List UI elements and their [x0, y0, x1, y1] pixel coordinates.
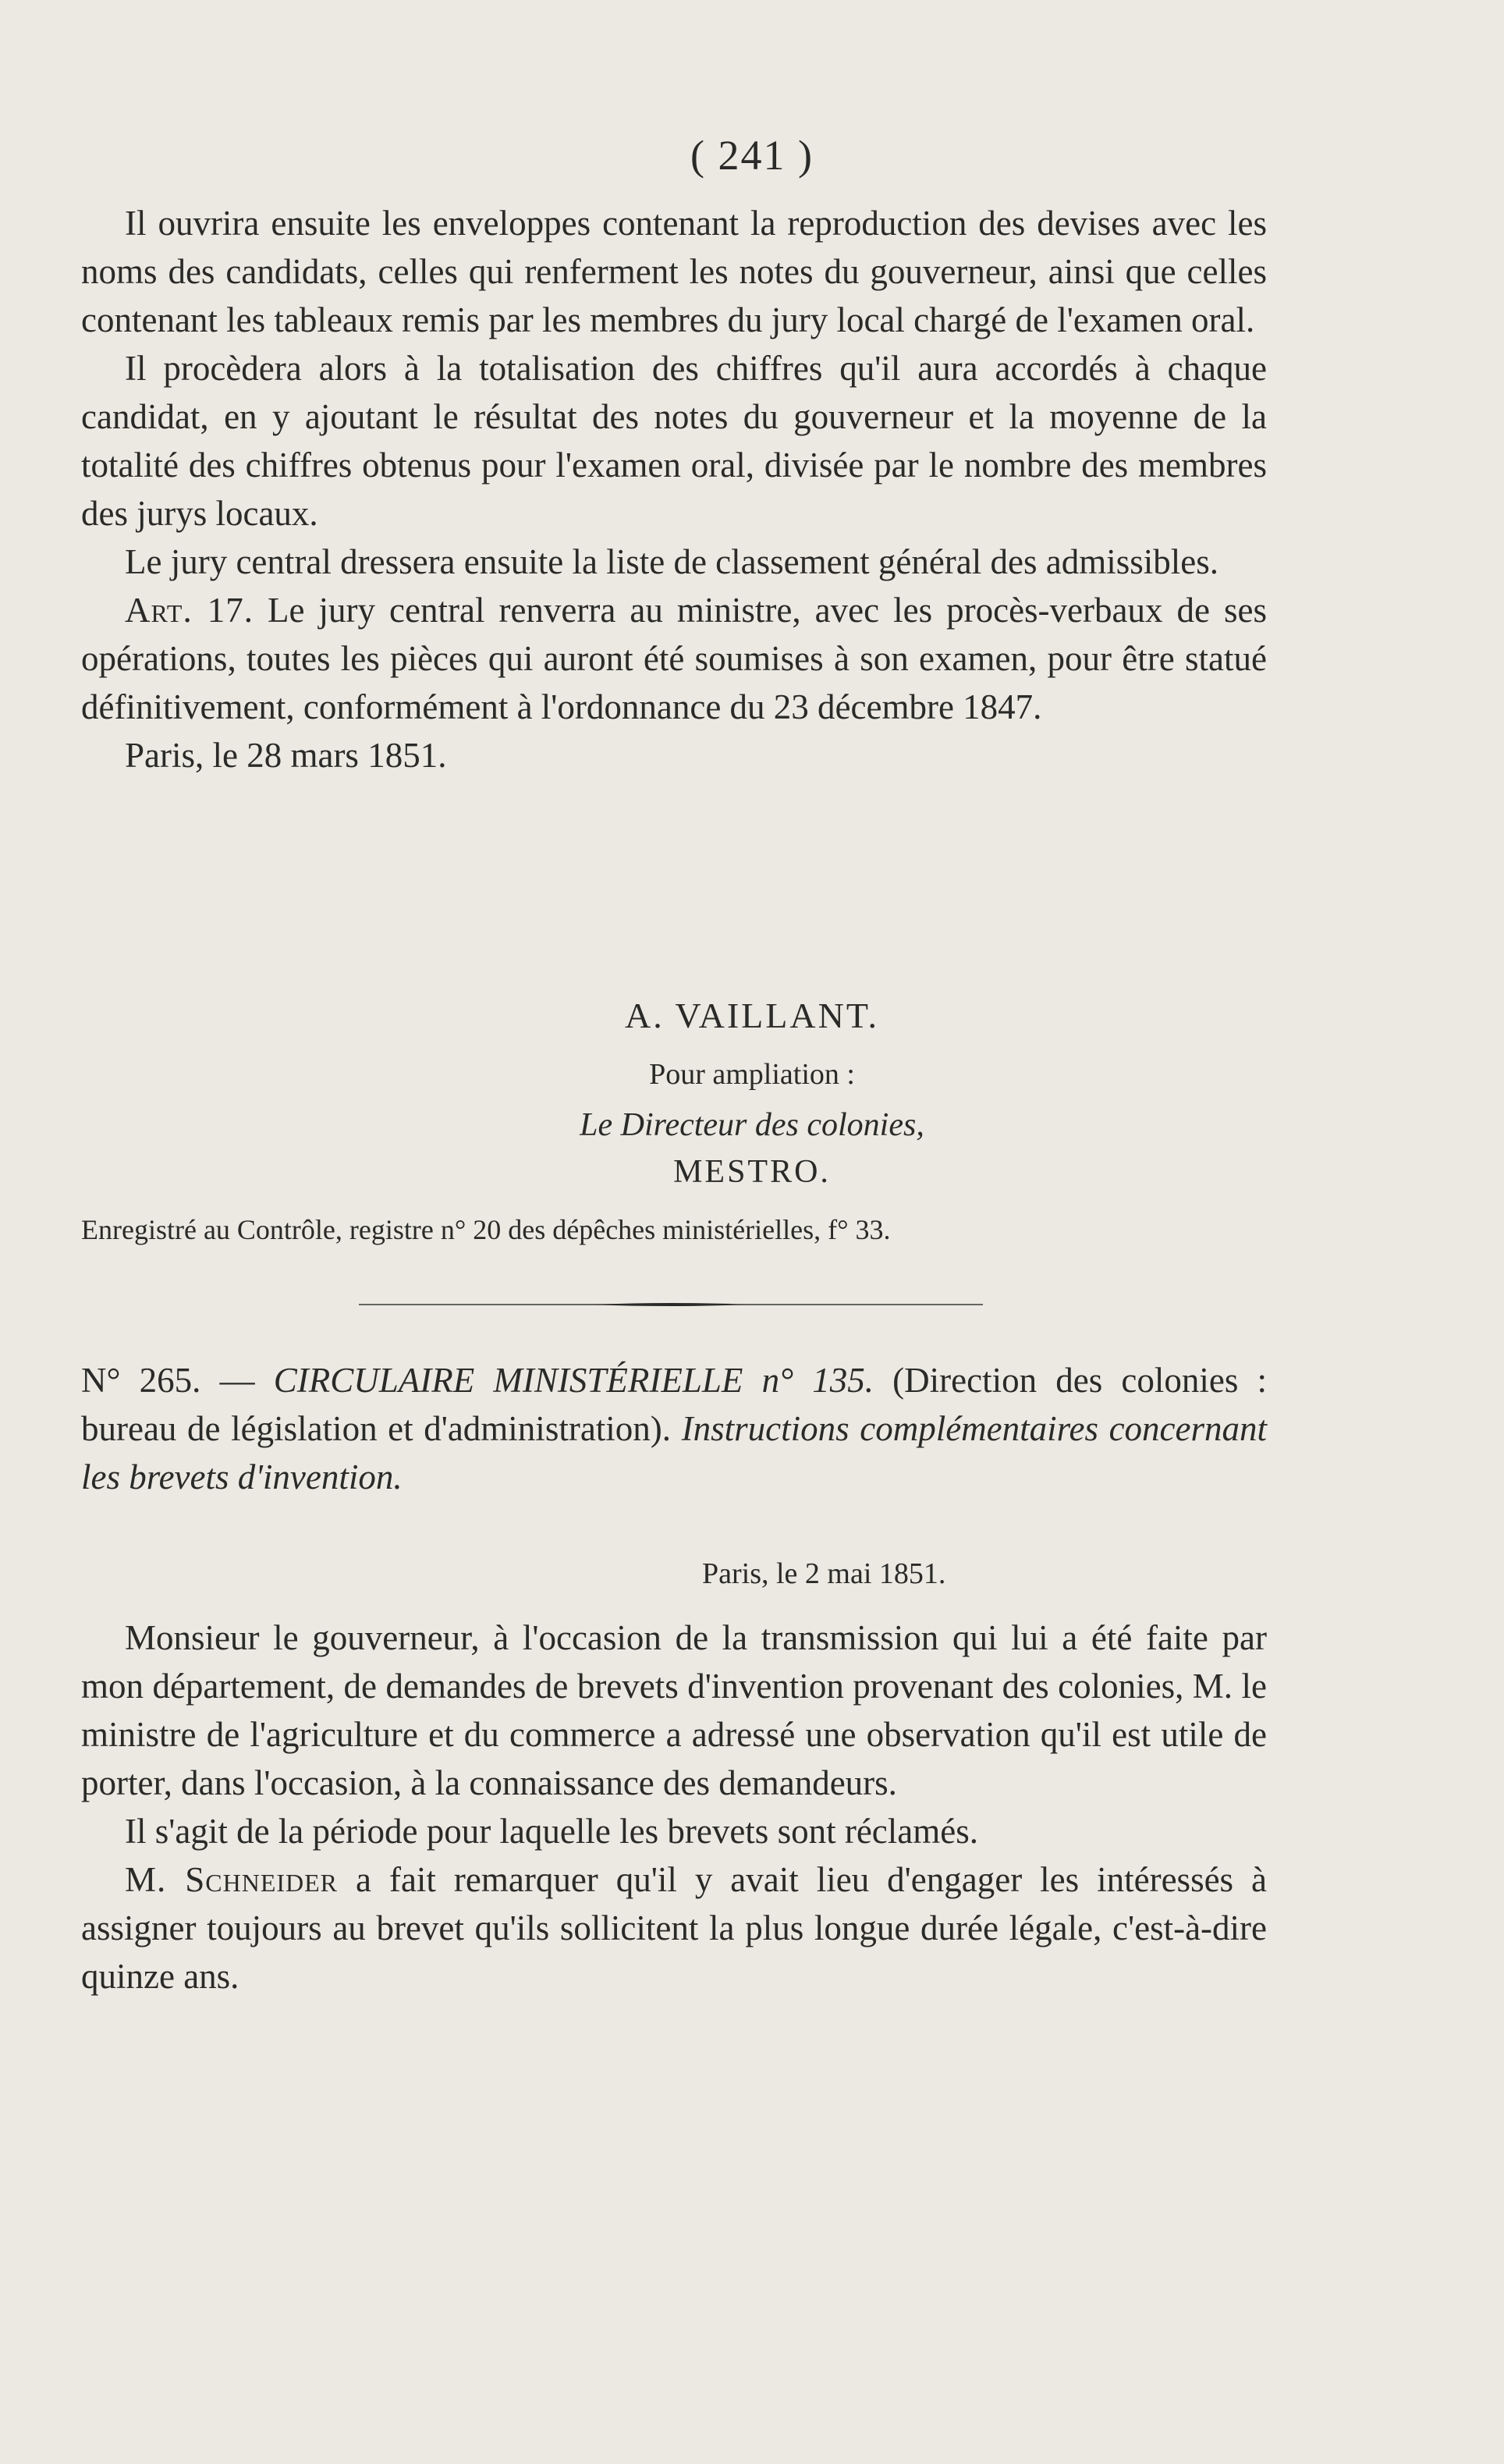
director-name: MESTRO.: [673, 1154, 831, 1190]
person-name: M. Schneider: [125, 1860, 339, 1899]
circular-date: Paris, le 2 mai 1851.: [702, 1557, 946, 1590]
circular-title: CIRCULAIRE MINISTÉRIELLE: [273, 1361, 743, 1400]
bottom-text-block: [81, 1614, 1267, 2001]
paragraph: Le jury central dressera ensuite la liste de classement général des admissibles.: [125, 542, 1218, 581]
director-title: Le Directeur des colonies,: [580, 1107, 924, 1143]
paragraph: Monsieur le gouverneur, à l'occasion de la transmission qui lui a été faite par mon département, de demandes de brevets d'invention provenant des colonies, M. le ministre de l'agriculture et du commerce a adressé une observation qu'il est utile de porter, dans l'occasion, à la connaissance des demandeurs.: [81, 1618, 1267, 1802]
circular-subject: Instructions complémentaires concernant les brevets d'invention.: [81, 1409, 1267, 1497]
ampliation-line: Pour ampliation :: [649, 1058, 855, 1091]
circular-heading: [81, 1356, 1267, 1501]
section-divider: [359, 1301, 983, 1306]
signature-name: A. VAILLANT.: [624, 996, 880, 1035]
paragraph: M. Schneider a fait remarquer qu'il y avait lieu d'engager les intéressés à assigner toujours au brevet qu'ils sollicitent la plus longue durée légale, c'est-à-dire quinze ans.: [81, 1860, 1268, 1996]
circular-title-paragraph: [81, 1356, 1267, 1501]
register-note: Enregistré au Contrôle, registre n° 20 des dépêches ministérielles, f° 33.: [81, 1214, 891, 1245]
circular-title-number: n° 135.: [761, 1361, 874, 1400]
circular-number: N° 265. —: [81, 1361, 255, 1400]
article-paragraph: [81, 586, 1267, 731]
place-date: Paris, le 28 mars 1851.: [125, 736, 447, 775]
paragraph: Il s'agit de la période pour laquelle les brevets sont réclamés.: [125, 1812, 978, 1851]
paragraph: Il ouvrira ensuite les enveloppes contenant la reproduction des devises avec les noms des candidats, celles qui renferment les notes du gouverneur, ainsi que celles contenant les tableaux remis par les membres du jury local chargé de l'examen oral.: [81, 204, 1267, 339]
article-text: Le jury central renverra au ministre, avec les procès-verbaux de ses opérations, toutes les pièces qui auront été soumises à son examen, pour être statué définitivement, conformément à l'ordonnance du 23 décembre 1847.: [81, 591, 1267, 726]
paragraph: Il procèdera alors à la totalisation des chiffres qu'il aura accordés à chaque candidat, en y ajoutant le résultat des notes du gouverneur et la moyenne de la totalité des chiffres obtenus pour l'examen oral, divisée par le nombre des membres des jurys locaux.: [81, 349, 1267, 533]
page-number: ( 241 ): [690, 132, 814, 179]
top-text-block: [81, 199, 1267, 779]
article-label: Art. 17.: [125, 591, 254, 630]
circular-direction: (Direction des colonies : bureau de législation et d'administration).: [81, 1361, 1268, 1448]
